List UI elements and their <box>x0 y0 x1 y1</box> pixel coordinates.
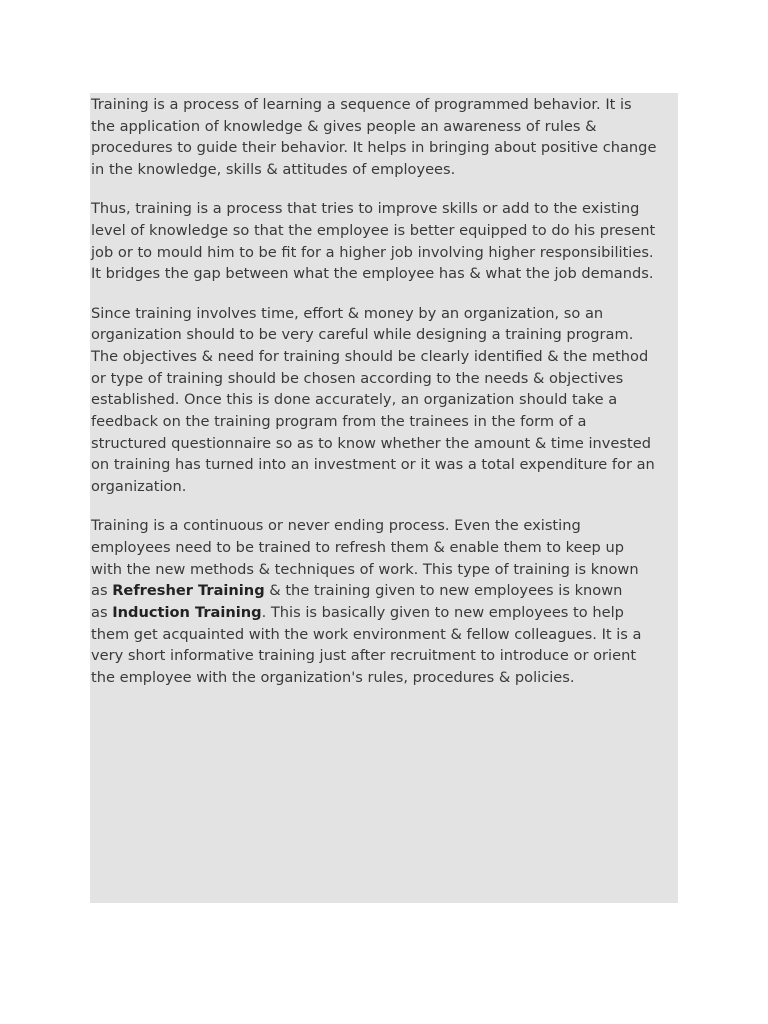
text-line: established. Once this is done accurately, an organization should take a <box>91 391 618 409</box>
text-fragment: as <box>91 603 113 621</box>
text-line <box>91 580 676 602</box>
text-line: job or to mould him to be fit for a higher job involving higher responsibilities. <box>91 243 654 261</box>
text-line: organization should to be very careful while designing a training program. <box>91 326 634 344</box>
text-line <box>91 602 676 624</box>
text-line: level of knowledge so that the employee is better equipped to do his present <box>91 221 656 239</box>
paragraph-3 <box>91 303 676 498</box>
paragraph-1 <box>91 94 676 181</box>
text-line: the application of knowledge & gives people an awareness of rules & <box>91 117 597 135</box>
text-line: Since training involves time, effort & money by an organization, so an <box>91 304 604 322</box>
text-line: It bridges the gap between what the employee has & what the job demands. <box>91 265 654 283</box>
text-line: on training has turned into an investment or it was a total expenditure for an <box>91 456 655 474</box>
text-block <box>90 93 678 903</box>
induction-training-term: Induction Training <box>112 603 262 621</box>
text-line: procedures to guide their behavior. It helps in bringing about positive change <box>91 139 657 157</box>
text-line: in the knowledge, skills & attitudes of employees. <box>91 161 456 179</box>
paragraph-2 <box>91 198 676 285</box>
text-line: organization. <box>91 478 187 495</box>
text-fragment: as <box>91 582 113 600</box>
text-line: The objectives & need for training should be clearly identified & the method <box>91 347 649 365</box>
text-line: feedback on the training program from the trainees in the form of a <box>91 412 587 430</box>
text-fragment: . This is basically given to new employees to help <box>261 603 624 621</box>
text-fragment: & the training given to new employees is known <box>264 582 623 600</box>
text-line: Training is a continuous or never ending process. Even the existing <box>91 517 581 535</box>
text-line: with the new methods & techniques of work. This type of training is known <box>91 560 639 578</box>
text-line: the employee with the organization's rules, procedures & policies. <box>91 669 575 686</box>
text-line: Training is a process of learning a sequence of programmed behavior. It is <box>91 96 632 113</box>
text-line: Thus, training is a process that tries to improve skills or add to the existing <box>91 200 640 218</box>
text-line: very short informative training just after recruitment to introduce or orient <box>91 647 637 665</box>
text-line: or type of training should be chosen according to the needs & objectives <box>91 369 624 387</box>
refresher-training-term: Refresher Training <box>112 582 265 600</box>
text-line: structured questionnaire so as to know whether the amount & time invested <box>91 434 651 452</box>
text-line: them get acquainted with the work environment & fellow colleagues. It is a <box>91 625 642 643</box>
paragraph-4 <box>91 515 676 689</box>
text-line: employees need to be trained to refresh them & enable them to keep up <box>91 538 624 556</box>
